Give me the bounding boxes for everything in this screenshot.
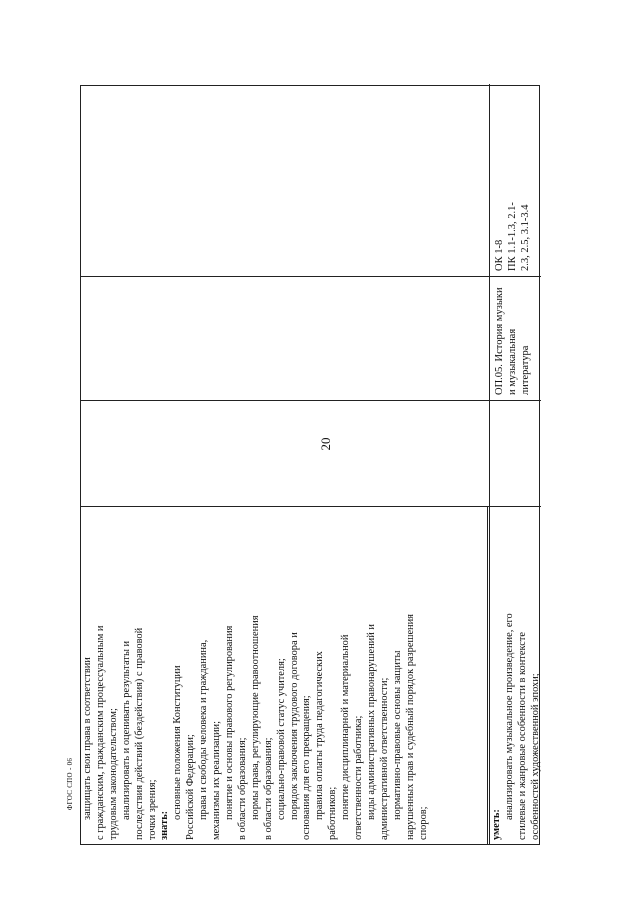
text-line: нормы права, регулирующие правоотношения — [249, 615, 261, 820]
text-line: понятие дисциплинарной и материальной — [340, 634, 352, 820]
empty-cell — [490, 400, 541, 506]
discipline-cell: ОП.05. История музыки и музыкальная литература — [490, 276, 541, 400]
empty-cell — [81, 276, 489, 400]
text-line: с гражданским, гражданским процессуальным и — [94, 625, 106, 840]
text-line: правила оплаты труда педагогических — [314, 651, 326, 820]
text-line: основания для его прекращения; — [301, 695, 313, 840]
text-line: права и свободы человека и гражданина, — [198, 639, 210, 820]
section-heading: знать: — [159, 810, 171, 840]
page-number: 20 — [318, 437, 333, 451]
empty-cell — [81, 82, 489, 276]
text-line: особенностей художественной эпохи; — [529, 673, 541, 840]
section-heading: уметь: — [491, 809, 502, 840]
competency-line: ОК 1-8 — [494, 239, 505, 271]
text-line: социально-правовой статус учителя; — [275, 658, 287, 820]
text-line: понятие и основы правового регулирования — [223, 625, 235, 820]
text-line: анализировать и оценивать результаты и — [120, 640, 132, 820]
text-line: порядок заключения трудового договора и — [288, 632, 300, 820]
text-line: споров; — [417, 806, 429, 840]
text-line: Российской Федерации; — [185, 734, 197, 840]
text-line: работников; — [327, 786, 339, 840]
table-row — [490, 84, 541, 844]
knowledge-skills-cell — [490, 506, 541, 844]
text-line: защищать свои права в соответствии — [82, 657, 93, 820]
empty-cell — [81, 400, 489, 506]
footer-mark: ФГОС СПО - 06 — [66, 757, 74, 811]
text-line: административной ответственности; — [378, 677, 390, 840]
text-line: в области образования; — [236, 737, 248, 840]
knowledge-skills-cell — [81, 506, 489, 844]
text-line: нормативно-правовые основы защиты — [391, 650, 403, 820]
text-line: точки зрения; — [146, 779, 158, 840]
text-line: стилевые и жанровые особенности в контексте — [516, 631, 528, 840]
text-line: нарушенных прав и судебный порядок разрешения — [404, 614, 416, 840]
text-line: основные положения Конституции — [172, 665, 184, 820]
curriculum-table — [80, 85, 540, 845]
table-row — [81, 84, 490, 844]
text-line: механизмы их реализации; — [211, 721, 223, 840]
text-line: в области образования; — [262, 737, 274, 840]
competency-line: 2.3, 2.5, 3.1-3.4 — [520, 204, 531, 271]
text-line: ответственности работника; — [353, 715, 365, 840]
text-line: последствия действий (бездействия) с правовой — [133, 627, 145, 840]
text-line: виды административных правонарушений и — [365, 624, 377, 820]
text-line: трудовым законодательством; — [107, 708, 119, 840]
text-line: анализировать музыкальное произведение, его — [503, 613, 515, 820]
competencies-cell — [490, 82, 541, 276]
competency-line: ПК 1.1-1.3, 2.1- — [507, 202, 518, 271]
